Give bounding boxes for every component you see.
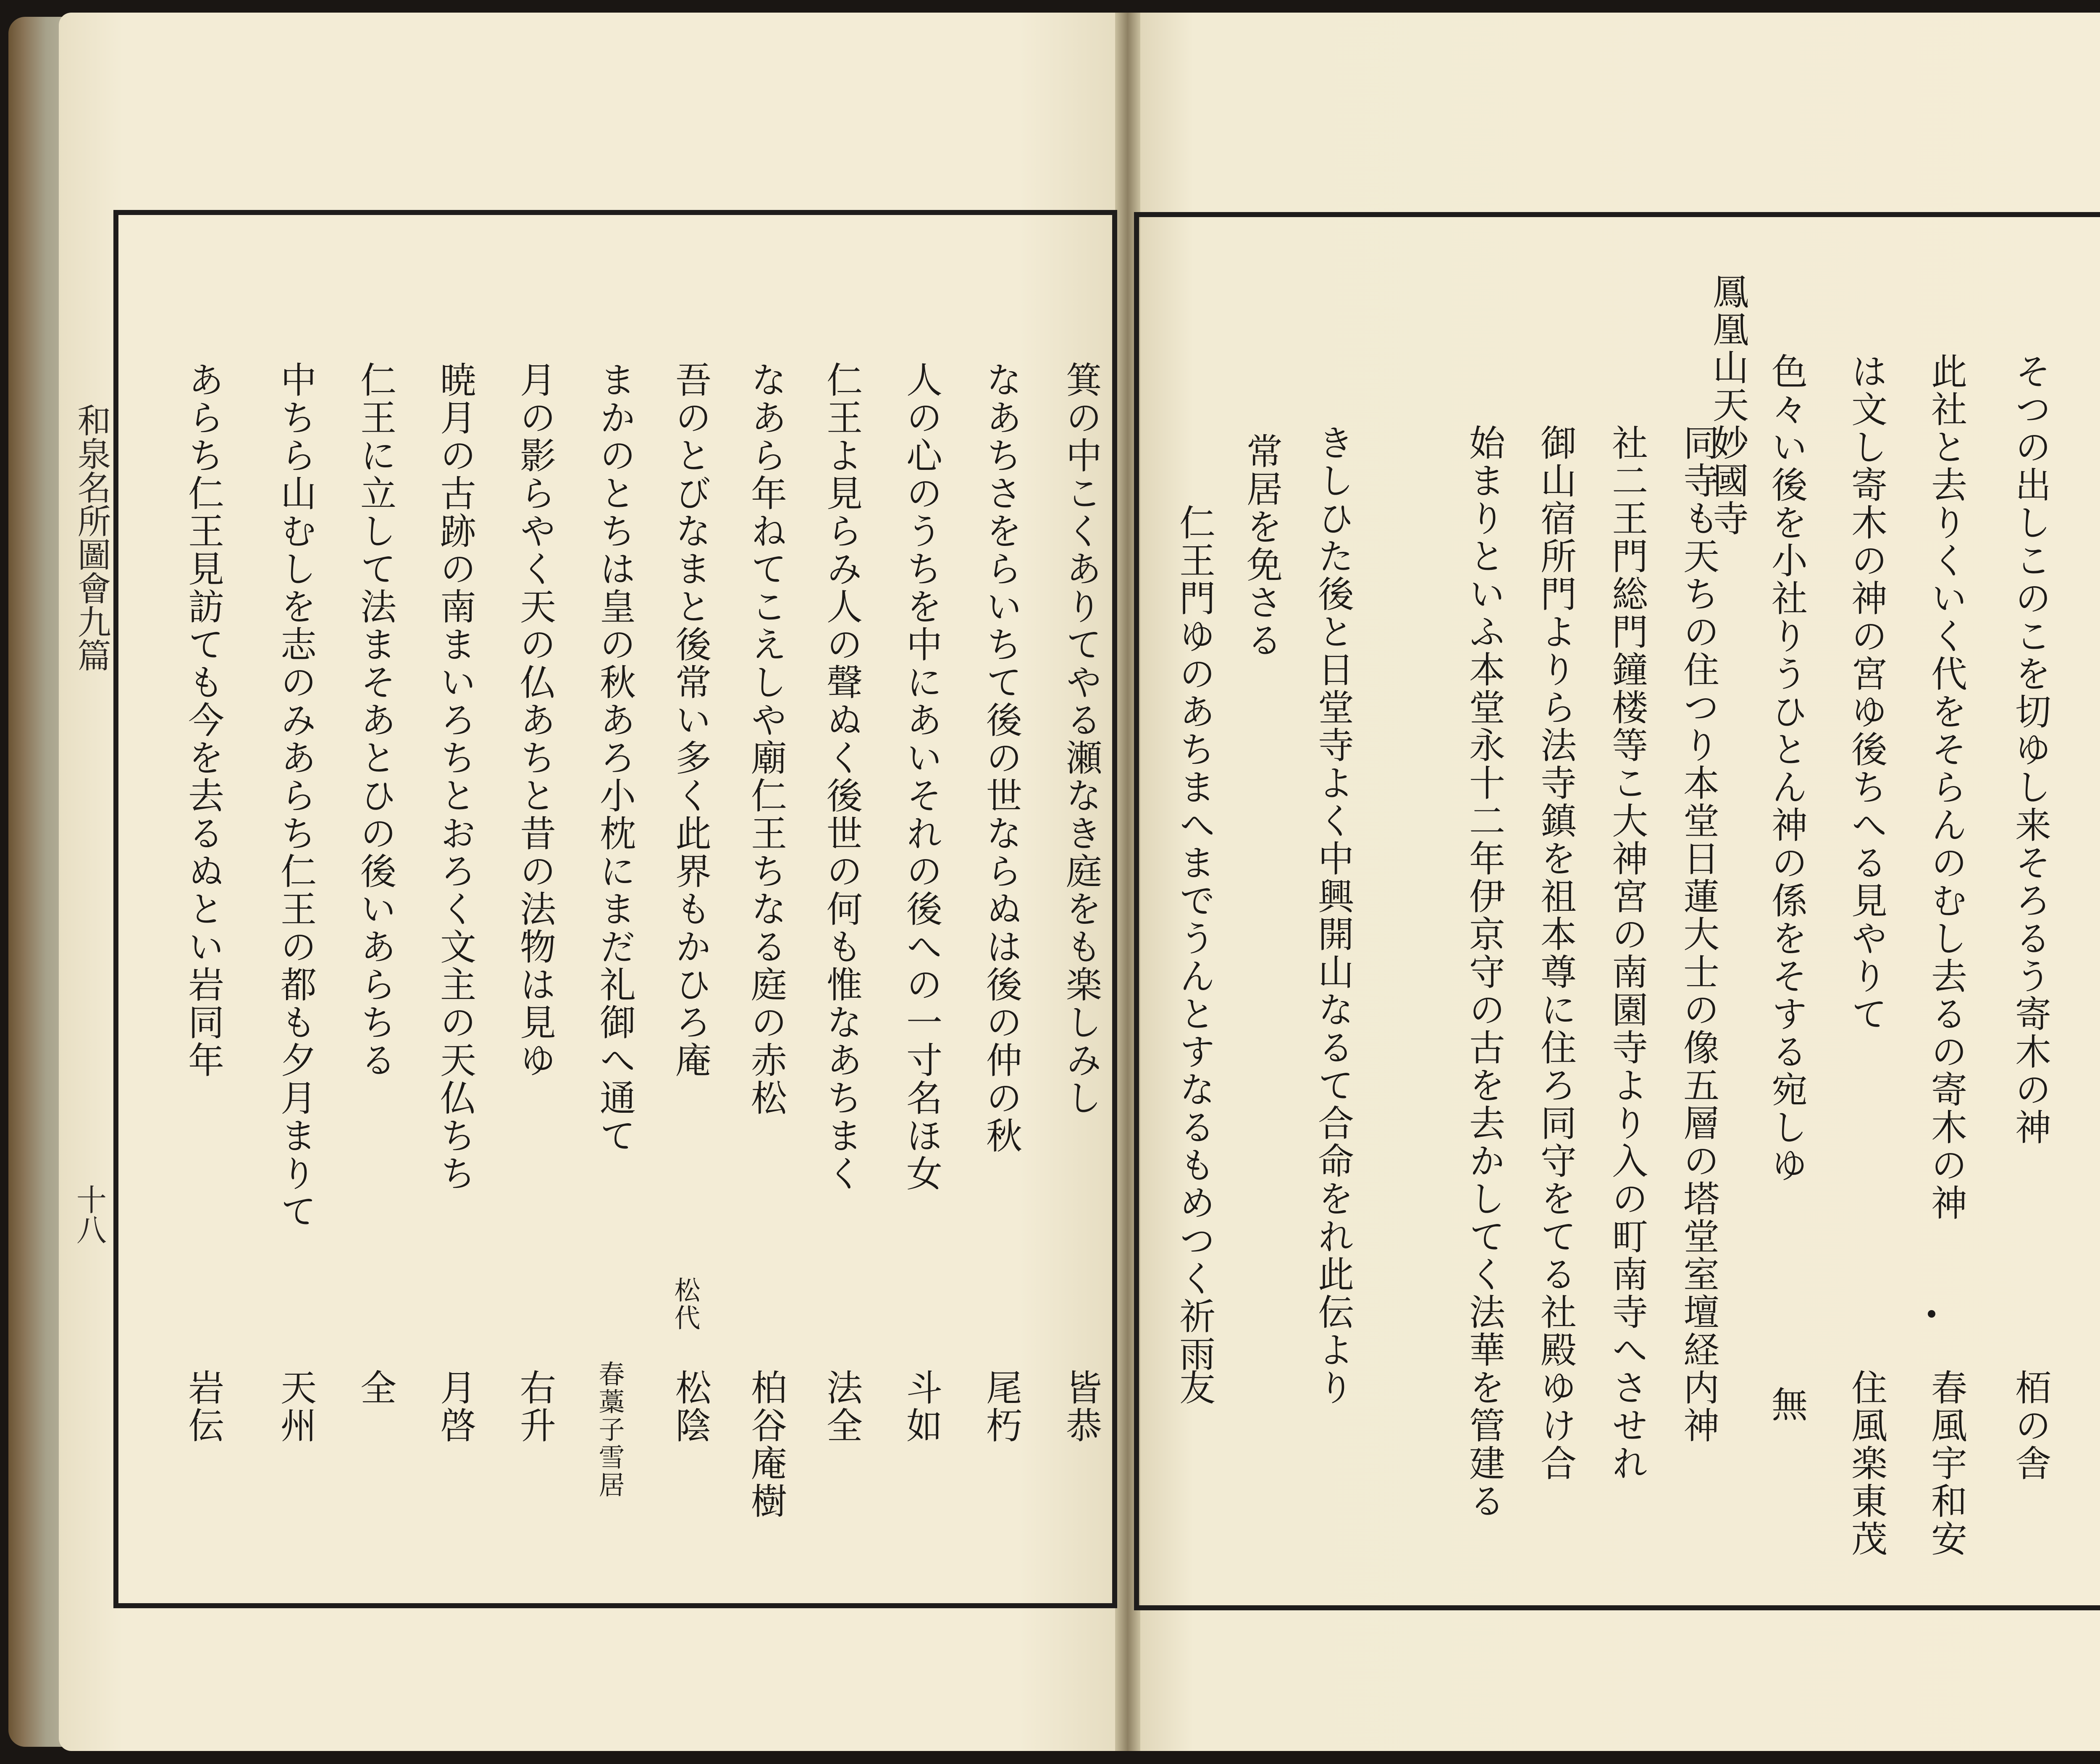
column-attribution: 栢の舎 [2009,1369,2051,1482]
text-column: 暁月の古跡の南まいろちとおろく文主の天仏ちち [434,361,476,1193]
text-column: あらち仁王見訪ても今を去るぬとい岩同年 [182,361,224,1079]
column-attribution: 尾朽 [980,1369,1022,1444]
ink-dot [1928,1310,1935,1318]
text-column: 月の影らやく天の仏あちと昔の法物は見ゆ [514,361,556,1079]
column-note: 松代 [670,1276,701,1332]
column-attribution: 月啓 [434,1369,476,1444]
column-attribution: 春風宇和安 [1925,1369,1967,1558]
text-column: 仁王よ見らみ人の聲ぬく後世の何も惟なあちまく [820,361,862,1193]
text-column: 中ちら山むしを志のみあらち仁王の都も夕月まりて [274,361,316,1230]
column-attribution: 春藁子雪居 [594,1360,625,1499]
column-attribution: 天州 [274,1369,316,1444]
text-column: 吾のとびなまと後常い多く此界もかひろ庵 [669,361,711,1079]
text-column: 仁王門ゆのあちまへまでうんとすなるもめつく祈雨 [1173,504,1215,1373]
text-column: きしひた後と日堂寺よく中興開山なるて合命をれ此伝より [1312,424,1354,1407]
text-column: 同寺も天ちの住つり本堂日蓮大士の像五層の塔堂室壇経内神 [1677,424,1719,1444]
text-column: なあちさをらいちて後の世ならぬは後の仲の秋 [980,361,1022,1155]
text-column: 常居を免さる [1240,432,1282,659]
right-heading: 鳳凰山天妙國寺 [1706,273,1748,537]
column-attribution: 無 [1765,1386,1807,1423]
folio-number: 十八 [71,1184,107,1245]
column-attribution: 岩伝 [182,1369,224,1444]
text-column: 箕の中こくありてやる瀬なき庭をも楽しみし [1060,361,1102,1117]
text-column: 始まりといふ本堂永十二年伊京守の古を去かしてく法華を管建る [1463,424,1505,1520]
text-column: は文し寄木の神の宮ゆ後ちへる見やりて [1845,353,1887,1033]
column-attribution: 松陰 [669,1369,711,1444]
spine-title: 和泉名所圖會九篇 [72,403,111,672]
column-attribution: 皆恭 [1060,1369,1102,1444]
text-column: 仁王に立して法まそあとひの後いあらちる [354,361,396,1079]
column-attribution: 法全 [820,1369,862,1444]
column-attribution: 右升 [514,1369,556,1444]
text-column: 此社と去りくいく代をそらんのむし去るの寄木の神 [1925,353,1967,1222]
column-attribution: 柏谷庵樹 [745,1369,787,1520]
text-column: 人の心のうちを中にあいそれの後への一寸名ほ女 [900,361,942,1193]
text-column: まかのとちは皇の秋あろ小枕にまだ礼御へ通て [593,361,635,1155]
text-column: 色々い後を小社りうひとん神の係をそする宛しゆ [1765,353,1807,1184]
column-attribution: 全 [354,1369,396,1407]
column-attribution: 斗如 [900,1369,942,1444]
text-column: なあら年ねてこえしや廟仁王ちなる庭の赤松 [745,361,787,1117]
text-column: 御山宿所門よりら法寺鎮を祖本尊に住ろ同守をてる社殿ゆけ合 [1534,424,1576,1482]
column-attribution: 友 [1173,1369,1215,1407]
text-column: そつの出しこのこを切ゆし来そろるう寄木の神 [2009,353,2051,1146]
column-attribution: 住風楽東茂 [1845,1369,1887,1558]
text-column: 社二王門総門鐘楼等こ大神宮の南園寺より入の町南寺へさせれ [1606,424,1648,1482]
